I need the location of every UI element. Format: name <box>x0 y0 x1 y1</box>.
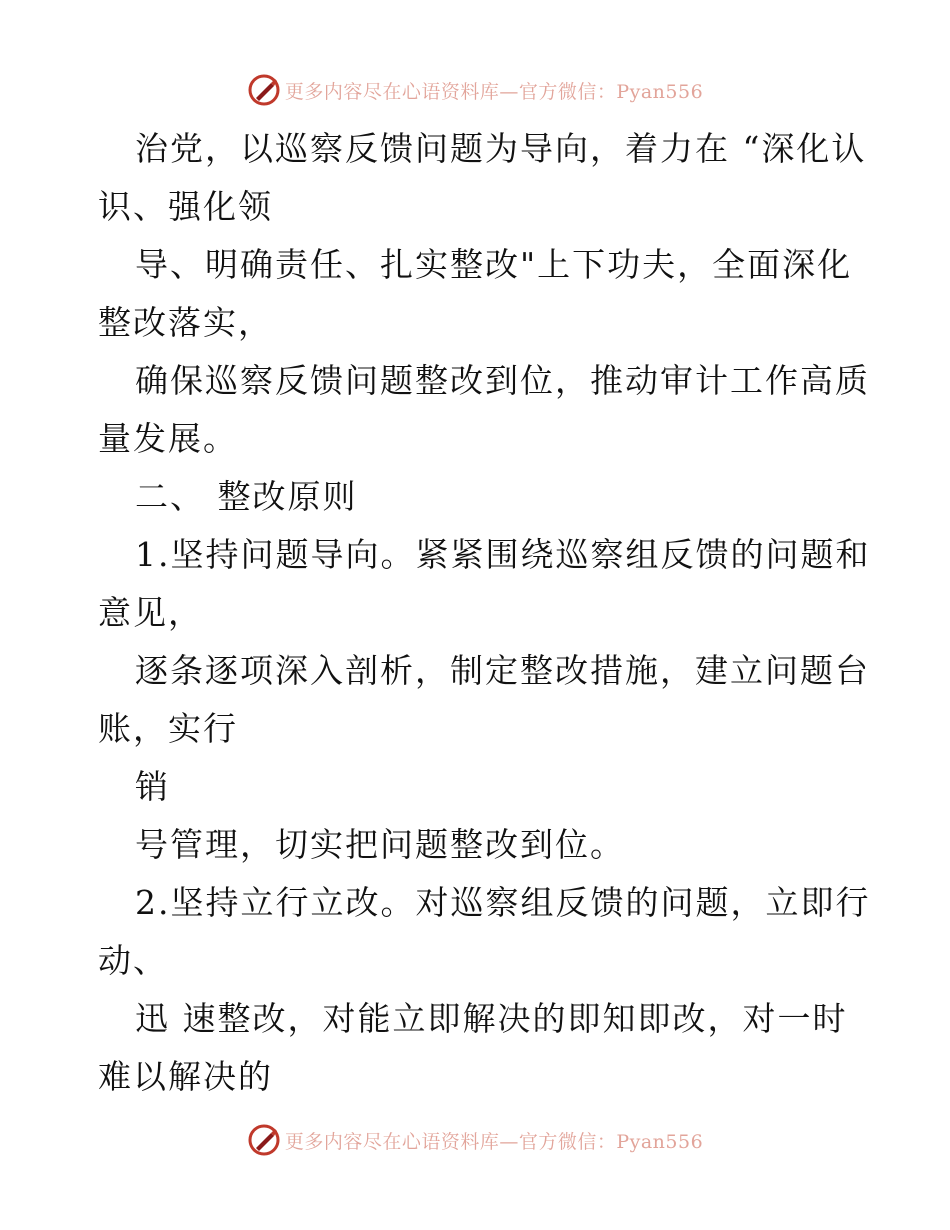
document-body <box>98 120 871 1106</box>
text-line: 号管理，切实把问题整改到位。 <box>135 825 625 864</box>
text-line: 整改落实， <box>98 303 273 342</box>
text-line: 动、 <box>98 941 168 980</box>
header-watermark <box>0 70 950 110</box>
text-line: 2.坚持立行立改。对巡察组反馈的问题，立即行 <box>135 883 871 922</box>
text-line: 账，实行 <box>98 709 238 748</box>
footer-watermark-text: 更多内容尽在心语资料库—官方微信：Pyan556 <box>284 1130 704 1153</box>
pen-logo-icon <box>247 1123 281 1157</box>
header-watermark-text: 更多内容尽在心语资料库—官方微信：Pyan556 <box>284 80 704 103</box>
text-line: 迅 速整改，对能立即解决的即知即改，对一时 <box>135 999 848 1038</box>
text-line: 量发展。 <box>98 419 238 458</box>
text-line: 识、强化领 <box>98 187 273 226</box>
section-heading: 二、 整改原则 <box>135 477 358 516</box>
text-line: 1.坚持问题导向。紧紧围绕巡察组反馈的问题和 <box>135 535 871 574</box>
text-line: 逐条逐项深入剖析，制定整改措施，建立问题台 <box>135 651 870 690</box>
footer-watermark <box>0 1120 950 1160</box>
text-line: 销 <box>135 767 170 806</box>
text-line: 治党，以巡察反馈问题为导向，着力在 “深化认 <box>135 129 867 168</box>
text-line: 意见， <box>98 593 203 632</box>
text-line: 确保巡察反馈问题整改到位，推动审计工作高质 <box>135 361 870 400</box>
text-line: 导、明确责任、扎实整改"上下功夫，全面深化 <box>135 245 853 284</box>
text-line: 难以解决的 <box>98 1057 273 1096</box>
pen-logo-icon <box>247 73 281 107</box>
